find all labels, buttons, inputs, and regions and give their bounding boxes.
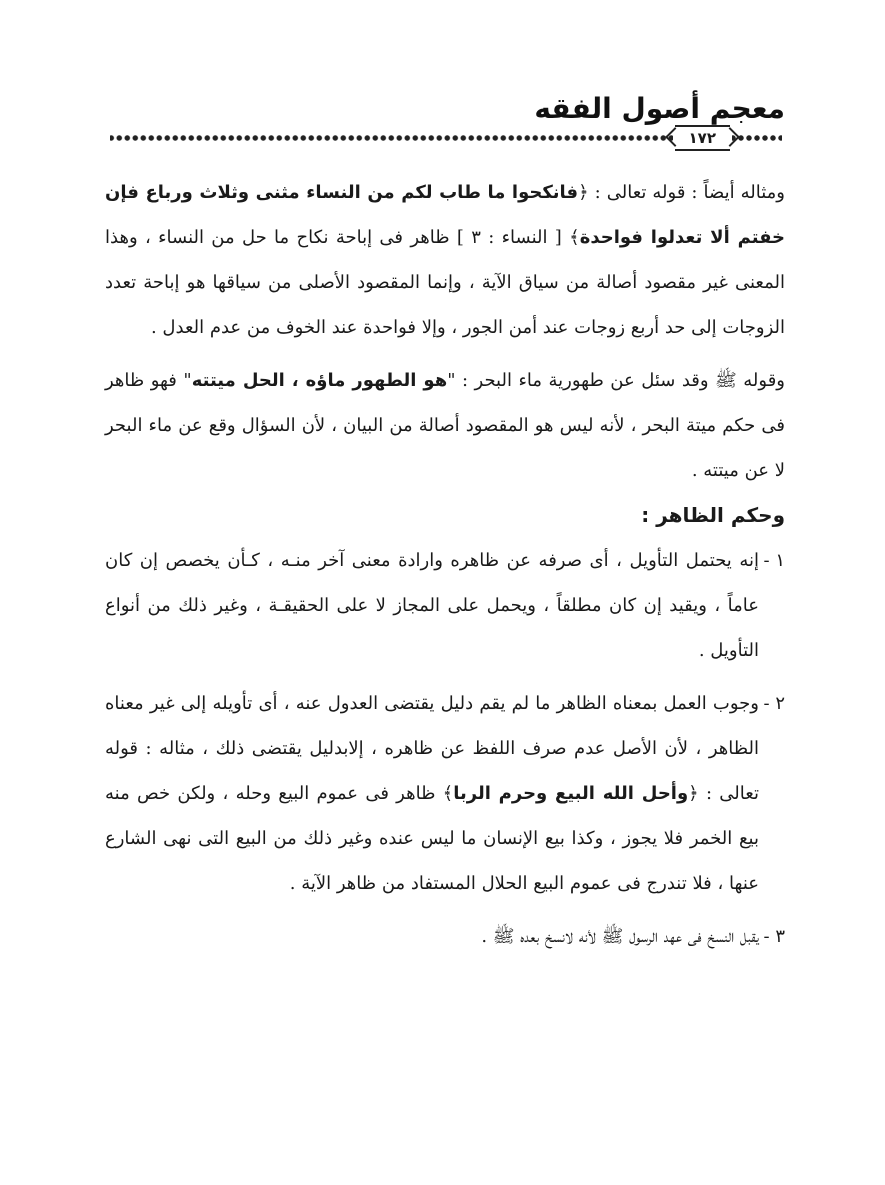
list-item-number: ٣ - [763,926,785,947]
paragraph-example-1: ومثاله أيضاً : قوله تعالى : ﴿فانكحوا ما طاب لكم من النساء مثنى وثلاث ورباع فإن خفتم ألا تعدلوا فواحدة﴾ [ النساء : ٣ ] ظاهر فى إباحة نكاح ما حل من النساء ، وهذا المعنى غير مقصود أصالة من سياق الآية ، وإنما المقصود الأصلى من سياقها هو إباحة تعدد الزوجات إلى حد أربع زوجات عند أمن الجور ، وإلا فواحدة عند الخوف من عدم العدل . [105,182,786,338]
ornamental-border [110,126,782,150]
ornament-dots-right [110,131,673,145]
list-item-text: وجوب العمل بمعناه الظاهر ما لم يقم دليل يقتضى العدول عنه ، أى تأويله إلى غير معناه الظاهر ، لأن الأصل عدم صرف اللفظ عن ظاهره ، إلابدليل يقتضى ذلك ، مثاله : قوله تعالى : ﴿وأحل الله البيع وحرم الربا﴾ ظاهر فى عموم البيع وحله ، ولكن خص منه بيع الخمر فلا يجوز ، وكذا بيع الإنسان ما ليس عنده وغير ذلك من البيع التى نهى الشارع عنها ، فلا تندرج فى عموم البيع الحلال المستفاد من ظاهر الآية . [105,693,759,894]
hadith-quote: هو الطهور ماؤه ، الحل ميتته [191,370,448,391]
list-item-text: يقبل النسخ فى عهد الرسول ﷺ لأنه لانسخ بعده ﷺ . [481,926,759,947]
book-title: معجم أصول الفقه [534,92,785,125]
list-item-number: ١ - [763,550,785,571]
list-item-text: إنه يحتمل التأويل ، أى صرفه عن ظاهره وارادة معنى آخر منـه ، كـأن يخصص إن كان عاماً ، ويقيد إن كان مطلقاً ، ويحمل على المجاز لا على الحقيقـة ، وغير ذلك من أنواع التأويل . [105,550,759,661]
list-item [105,681,785,906]
section-heading: وحكم الظاهر : [641,503,785,527]
page-number: ١٧٢ [675,125,730,151]
list-item [105,538,785,673]
list-item-number: ٢ - [763,693,785,714]
paragraph-example-2: وقوله ﷺ وقد سئل عن طهورية ماء البحر : "هو الطهور ماؤه ، الحل ميتته" فهو ظاهر فى حكم ميتة البحر ، لأنه ليس هو المقصود أصالة من البيان ، لأن السؤال وقع عن ماء البحر لا عن ميتته . [105,370,786,481]
ornament-dots-left [732,131,782,145]
list-item [105,914,785,959]
quran-verse: وأحل الله البيع وحرم الربا [453,783,689,804]
page-body [105,170,785,959]
quran-verse: فانكحوا ما طاب لكم من النساء مثنى وثلاث ورباع فإن خفتم ألا تعدلوا فواحدة [105,182,786,248]
